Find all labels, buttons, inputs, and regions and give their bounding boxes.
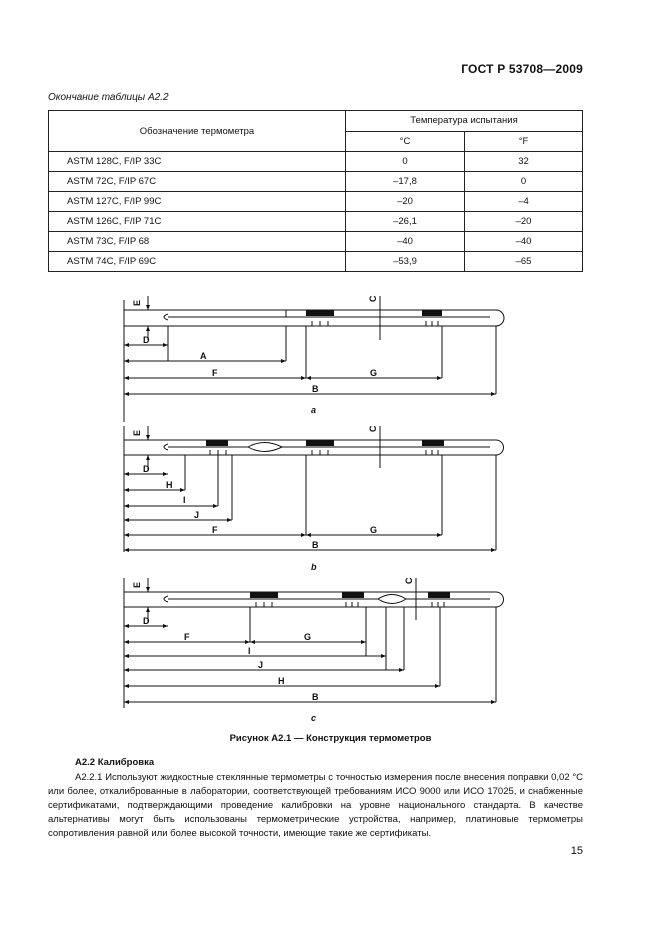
label-B-b: B xyxy=(312,540,319,550)
label-G-c: G xyxy=(304,632,312,642)
table-caption: Окончание таблицы А2.2 xyxy=(48,92,169,103)
table-row: ASTM 74C, F/IP 69C –53,9 –65 xyxy=(49,252,583,272)
label-E-b: E xyxy=(132,429,142,436)
col-header-temp: Температура испытания xyxy=(346,111,583,132)
label-H-b: H xyxy=(166,480,173,490)
thermometer-variant-a xyxy=(124,296,504,422)
label-D-c: D xyxy=(143,616,150,626)
graduation-marks xyxy=(312,321,438,326)
label-I-b: I xyxy=(183,495,186,505)
label-E-c: E xyxy=(132,581,142,588)
table-row: ASTM 127C, F/IP 99C –20 –4 xyxy=(49,192,583,212)
label-I-c: I xyxy=(248,646,251,656)
label-J-c: J xyxy=(258,660,264,670)
col-header-fahrenheit: °F xyxy=(465,131,583,152)
label-J-b: J xyxy=(194,510,200,520)
label-B-c: B xyxy=(312,692,319,702)
label-C-c: C xyxy=(404,577,414,584)
table-row: ASTM 72C, F/IP 67C –17,8 0 xyxy=(49,172,583,192)
col-header-name: Обозначение термометра xyxy=(49,111,346,152)
caption-c: c xyxy=(311,713,317,723)
figure-title: Рисунок А2.1 — Конструкция термометров xyxy=(229,733,432,744)
section-paragraph xyxy=(48,771,583,841)
thermometer-variant-c xyxy=(124,578,504,708)
table-row: ASTM 73C, F/IP 68 –40 –40 xyxy=(49,232,583,252)
label-F-c: F xyxy=(184,632,190,642)
thermometer-construction-figure xyxy=(0,290,661,730)
label-C-a: C xyxy=(368,295,378,302)
standard-number: ГОСТ Р 53708—2009 xyxy=(461,62,583,76)
caption-a: a xyxy=(311,405,317,415)
table-row: ASTM 126C, F/IP 71C –26,1 –20 xyxy=(49,212,583,232)
thermometer-variant-b xyxy=(124,426,504,552)
test-temperature-table xyxy=(48,110,583,272)
label-G-b: G xyxy=(370,525,378,535)
table-row: ASTM 128C, F/IP 33C 0 32 xyxy=(49,152,583,172)
label-A-a: A xyxy=(200,351,207,361)
label-E-a: E xyxy=(132,299,142,306)
label-D-a: D xyxy=(143,335,150,345)
label-D-b: D xyxy=(143,464,150,474)
caption-b: b xyxy=(311,562,317,572)
label-F-a: F xyxy=(212,368,218,378)
label-B-a: B xyxy=(312,384,319,394)
label-C-b: C xyxy=(368,425,378,432)
page-number: 15 xyxy=(570,845,583,857)
label-H-c: H xyxy=(278,676,285,686)
graduation-marks xyxy=(210,450,438,455)
section-heading: А2.2 Калибровка xyxy=(75,757,155,768)
label-F-b: F xyxy=(212,525,218,535)
paragraph-text: А2.2.1 Используют жидкостные стеклянные термометры с точностью измерения после внесения поправки 0,02 °С или более, откалиброванные в лаборатории, соответствующей требованиям ИСО 9000 или ИСО 17025, и снабженные сертификатами, подтверждающими проведение калибровки на уровне национального стандарта. В качестве альтернативы могут быть использованы термометрические устройства, например, платиновые термометры сопротивления равной или более высокой точности, имеющие такие же сертификаты. xyxy=(48,772,583,839)
col-header-celsius: °C xyxy=(346,131,465,152)
label-G-a: G xyxy=(370,368,378,378)
